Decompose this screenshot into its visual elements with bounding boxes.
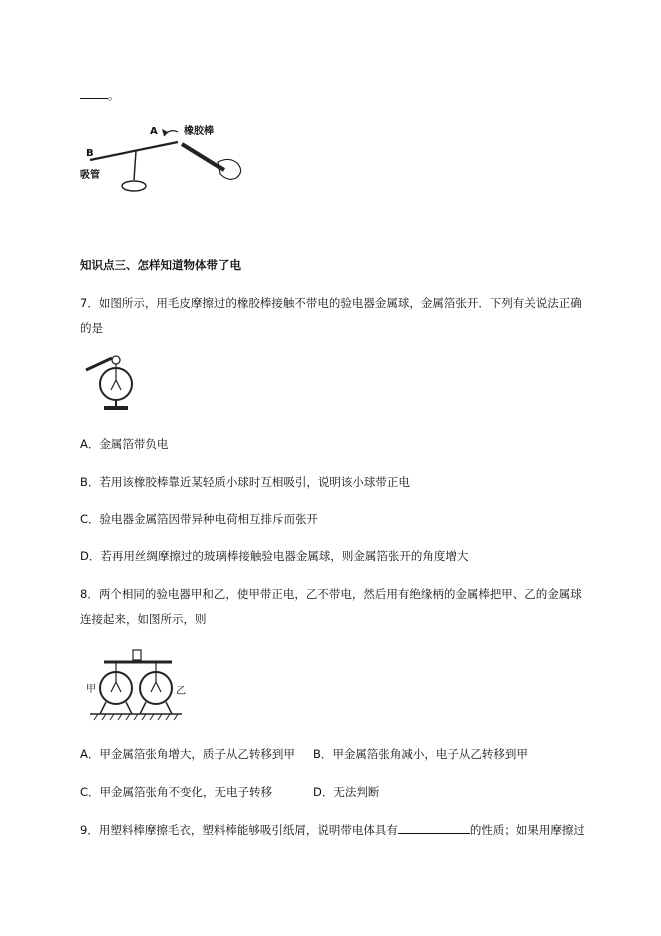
- q8-option-a: A．甲金属箔张角增大，质子从乙转移到甲: [80, 747, 295, 761]
- label-straw: 吸管: [80, 170, 100, 181]
- stand-base: [122, 181, 146, 191]
- answer-blank: [80, 86, 108, 99]
- q9-stem-part1: 9．用塑料棒摩擦毛衣，塑料棒能够吸引纸屑，说明带电体具有: [80, 823, 398, 837]
- q7-option-b: B．若用该橡胶棒靠近某轻质小球时互相吸引，说明该小球带正电: [80, 475, 410, 489]
- q8-option-c: C．甲金属箔张角不变化，无电子转移: [80, 785, 273, 799]
- label-jia: 甲: [86, 684, 96, 695]
- label-b: B: [86, 148, 94, 159]
- blank-tail: 。: [108, 88, 120, 102]
- metal-ball: [112, 356, 120, 364]
- label-yi: 乙: [176, 686, 186, 697]
- base: [104, 406, 128, 410]
- straw: [90, 142, 178, 160]
- q9-stem-part2: 的性质；如果用摩擦过: [469, 823, 585, 837]
- q8-option-b: B．甲金属箔张角减小，电子从乙转移到甲: [313, 747, 528, 761]
- rubber-rod: [182, 144, 224, 170]
- rod: [86, 358, 112, 370]
- q7-option-d: D．若再用丝绸摩擦过的玻璃棒接触验电器金属球，则金属箔张开的角度增大: [80, 549, 469, 563]
- q9-stem: [80, 821, 585, 838]
- electroscope-figure: [82, 352, 142, 414]
- ground-hatch: [94, 714, 178, 720]
- q8-stem-line2: 连接起来，如图所示，则: [80, 612, 207, 626]
- yi-foil-right: [156, 682, 161, 692]
- stand-pole: [134, 151, 136, 180]
- yi-foil-left: [151, 682, 156, 692]
- q7-stem-line1: 7．如图所示，用毛皮摩擦过的橡胶棒接触不带电的验电器金属球，金属箔张开．下列有关说法正确: [80, 296, 582, 310]
- two-electroscopes-figure: [86, 648, 196, 722]
- q8-stem-line1: 8．两个相同的验电器甲和乙，使甲带正电，乙不带电，然后用有绝缘柄的金属棒把甲、乙的金属球: [80, 587, 582, 601]
- section-title: 知识点三、怎样知道物体带了电: [80, 258, 241, 272]
- connector-handle: [133, 650, 141, 660]
- q7-stem-line2: 的是: [80, 321, 103, 335]
- q9-answer-blank: [398, 821, 470, 834]
- label-rubber-rod: 橡胶棒: [184, 126, 214, 137]
- q7-option-c: C．验电器金属箔因带异种电荷相互排斥而张开: [80, 512, 319, 526]
- label-a: A: [150, 126, 158, 137]
- jia-foil-left: [111, 682, 116, 692]
- q8-option-d: D．无法判断: [313, 785, 380, 799]
- foil-right: [116, 380, 121, 390]
- q7-option-a: A．金属箔带负电: [80, 437, 169, 451]
- jia-foil-right: [116, 682, 121, 692]
- answer-blank-line: [80, 86, 120, 103]
- arrow-head: [162, 129, 168, 136]
- straw-rod-figure: [78, 120, 258, 200]
- foil-left: [111, 380, 116, 390]
